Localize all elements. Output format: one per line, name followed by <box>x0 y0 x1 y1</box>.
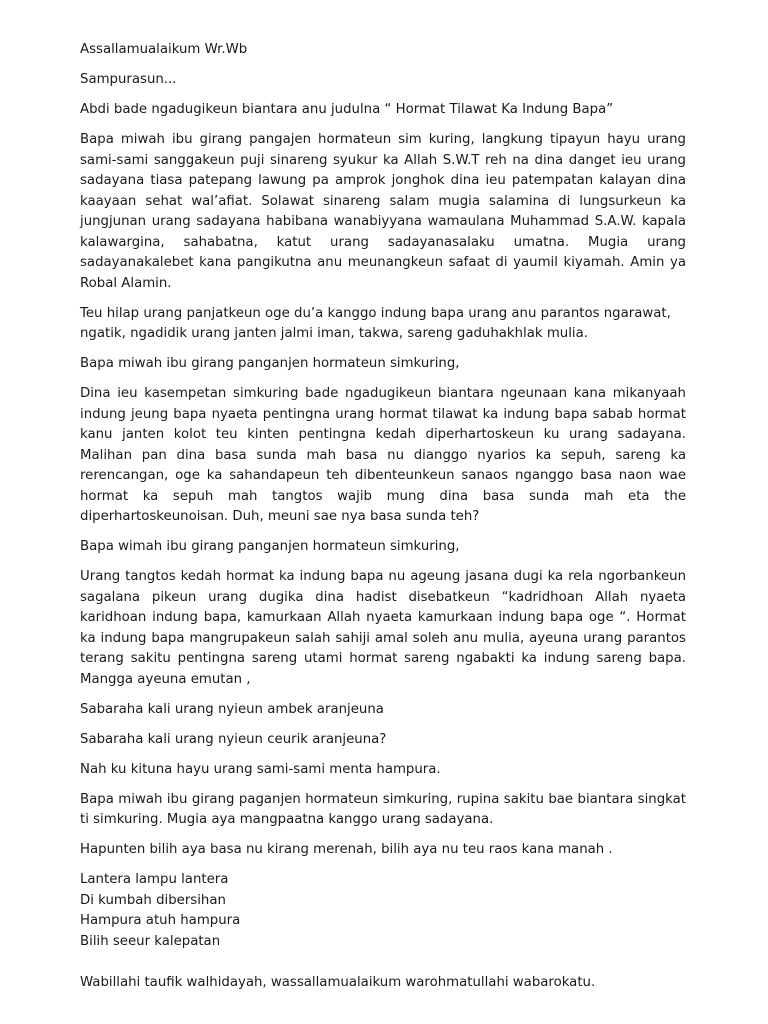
question-line: Sabaraha kali urang nyieun ceurik aranjeuna? <box>80 731 387 747</box>
poem-line: Di kumbah dibersihan <box>80 892 226 908</box>
paragraph-prayer: Teu hilap urang panjatkeun oge du’a kanggo indung bapa urang anu parantos ngarawat, ngatik, ngadidik urang janten jalmi iman, takwa, sareng gaduhakhlak mulia. <box>80 305 671 341</box>
speech-intro: Abdi bade ngadugikeun biantara anu judulna “ Hormat Tilawat Ka Indung Bapa” <box>80 102 614 117</box>
paragraph-conclusion: Bapa miwah ibu girang paganjen hormateun simkuring, rupina sakitu bae biantara singkat ti simkuring. Mugia aya mangpaatna kanggo urang sadayana. <box>80 791 686 827</box>
closing-line: Wabillahi taufik walhidayah, wassallamualaikum warohmatullahi wabarokatu. <box>80 975 596 990</box>
poem-line: Hampura atuh hampura <box>80 913 241 928</box>
poem-line: Bilih seeur kalepatan <box>80 933 221 949</box>
question-line: Sabaraha kali urang nyieun ambek aranjeuna <box>80 701 384 717</box>
salutation: Sampurasun... <box>80 72 177 87</box>
poem <box>80 870 686 952</box>
paragraph-opening: Bapa miwah ibu girang pangajen hormateun sim kuring, langkung tipayun hayu urang sami-sami sanggakeun puji sinareng syukur ka Allah S.W.T reh na dina danget ieu urang sadayana tiasa patepang lawung pa amprok jonghok dina ieu patempatan kalayan dina kaayaan sehat wal’afiat. Solawat sinareng salam mugia salamina di lungsurkeun ka jungjunan urang sadayana habibana wanabiyyana wamaulana Muhammad S.A.W. kapala kalawargina, sahabatna, katut urang sadayanasalaku umatna. Mugia urang sadayanakalebet kana pangikutna anu meunangkeun safaat di yaumil kiyamah. Amin ya Robal Alamin. <box>80 132 686 291</box>
paragraph-main: Dina ieu kasempetan simkuring bade ngadugikeun biantara ngeunaan kana mikanyaah indung jeung bapa nyaeta pentingna urang hormat tilawat ka indung bapa sabab hormat kanu janten kolot teu kinten pentingna kedah diperhartoskeun ku urang sadayana. Malihan pan dina basa sunda mah basa nu dianggo nyarios ka sepuh, sareng ka rerencangan, oge ka sahandapeun teh dibenteunkeun sanaos nganggo basa naon wae hormat ka sepuh mah tangtos wajib mung dina basa sunda mah eta the diperhartoskeunoisan. Duh, meuni sae nya basa sunda teh? <box>80 386 686 524</box>
address-line: Bapa miwah ibu girang panganjen hormateun simkuring, <box>80 356 460 371</box>
paragraph-respect: Urang tangtos kedah hormat ka indung bapa nu ageung jasana dugi ka rela ngorbankeun sagalana pikeun urang dugika dina hadist disebatkeun “kadridhoan Allah nyaeta karidhoan indung bapa, kamurkaan Allah nyaeta kamurkaan indung bapa oge “. Hormat ka indung bapa mangrupakeun salah sahiji amal soleh anu mulia, ayeuna urang parantos terang sakitu pentingna sareng utami hormat sareng ngabakti ka indung sareng bapa. Mangga ayeuna emutan , <box>80 569 686 687</box>
poem-line: Lantera lampu lantera <box>80 872 229 887</box>
invitation-line: Nah ku kituna hayu urang sami-sami menta hampura. <box>80 761 441 777</box>
address-line: Bapa wimah ibu girang panganjen hormateun simkuring, <box>80 539 460 554</box>
document-page <box>80 40 686 1003</box>
greeting: Assallamualaikum Wr.Wb <box>80 42 248 57</box>
apology-line: Hapunten bilih aya basa nu kirang merenah, bilih aya nu teu raos kana manah . <box>80 842 613 857</box>
